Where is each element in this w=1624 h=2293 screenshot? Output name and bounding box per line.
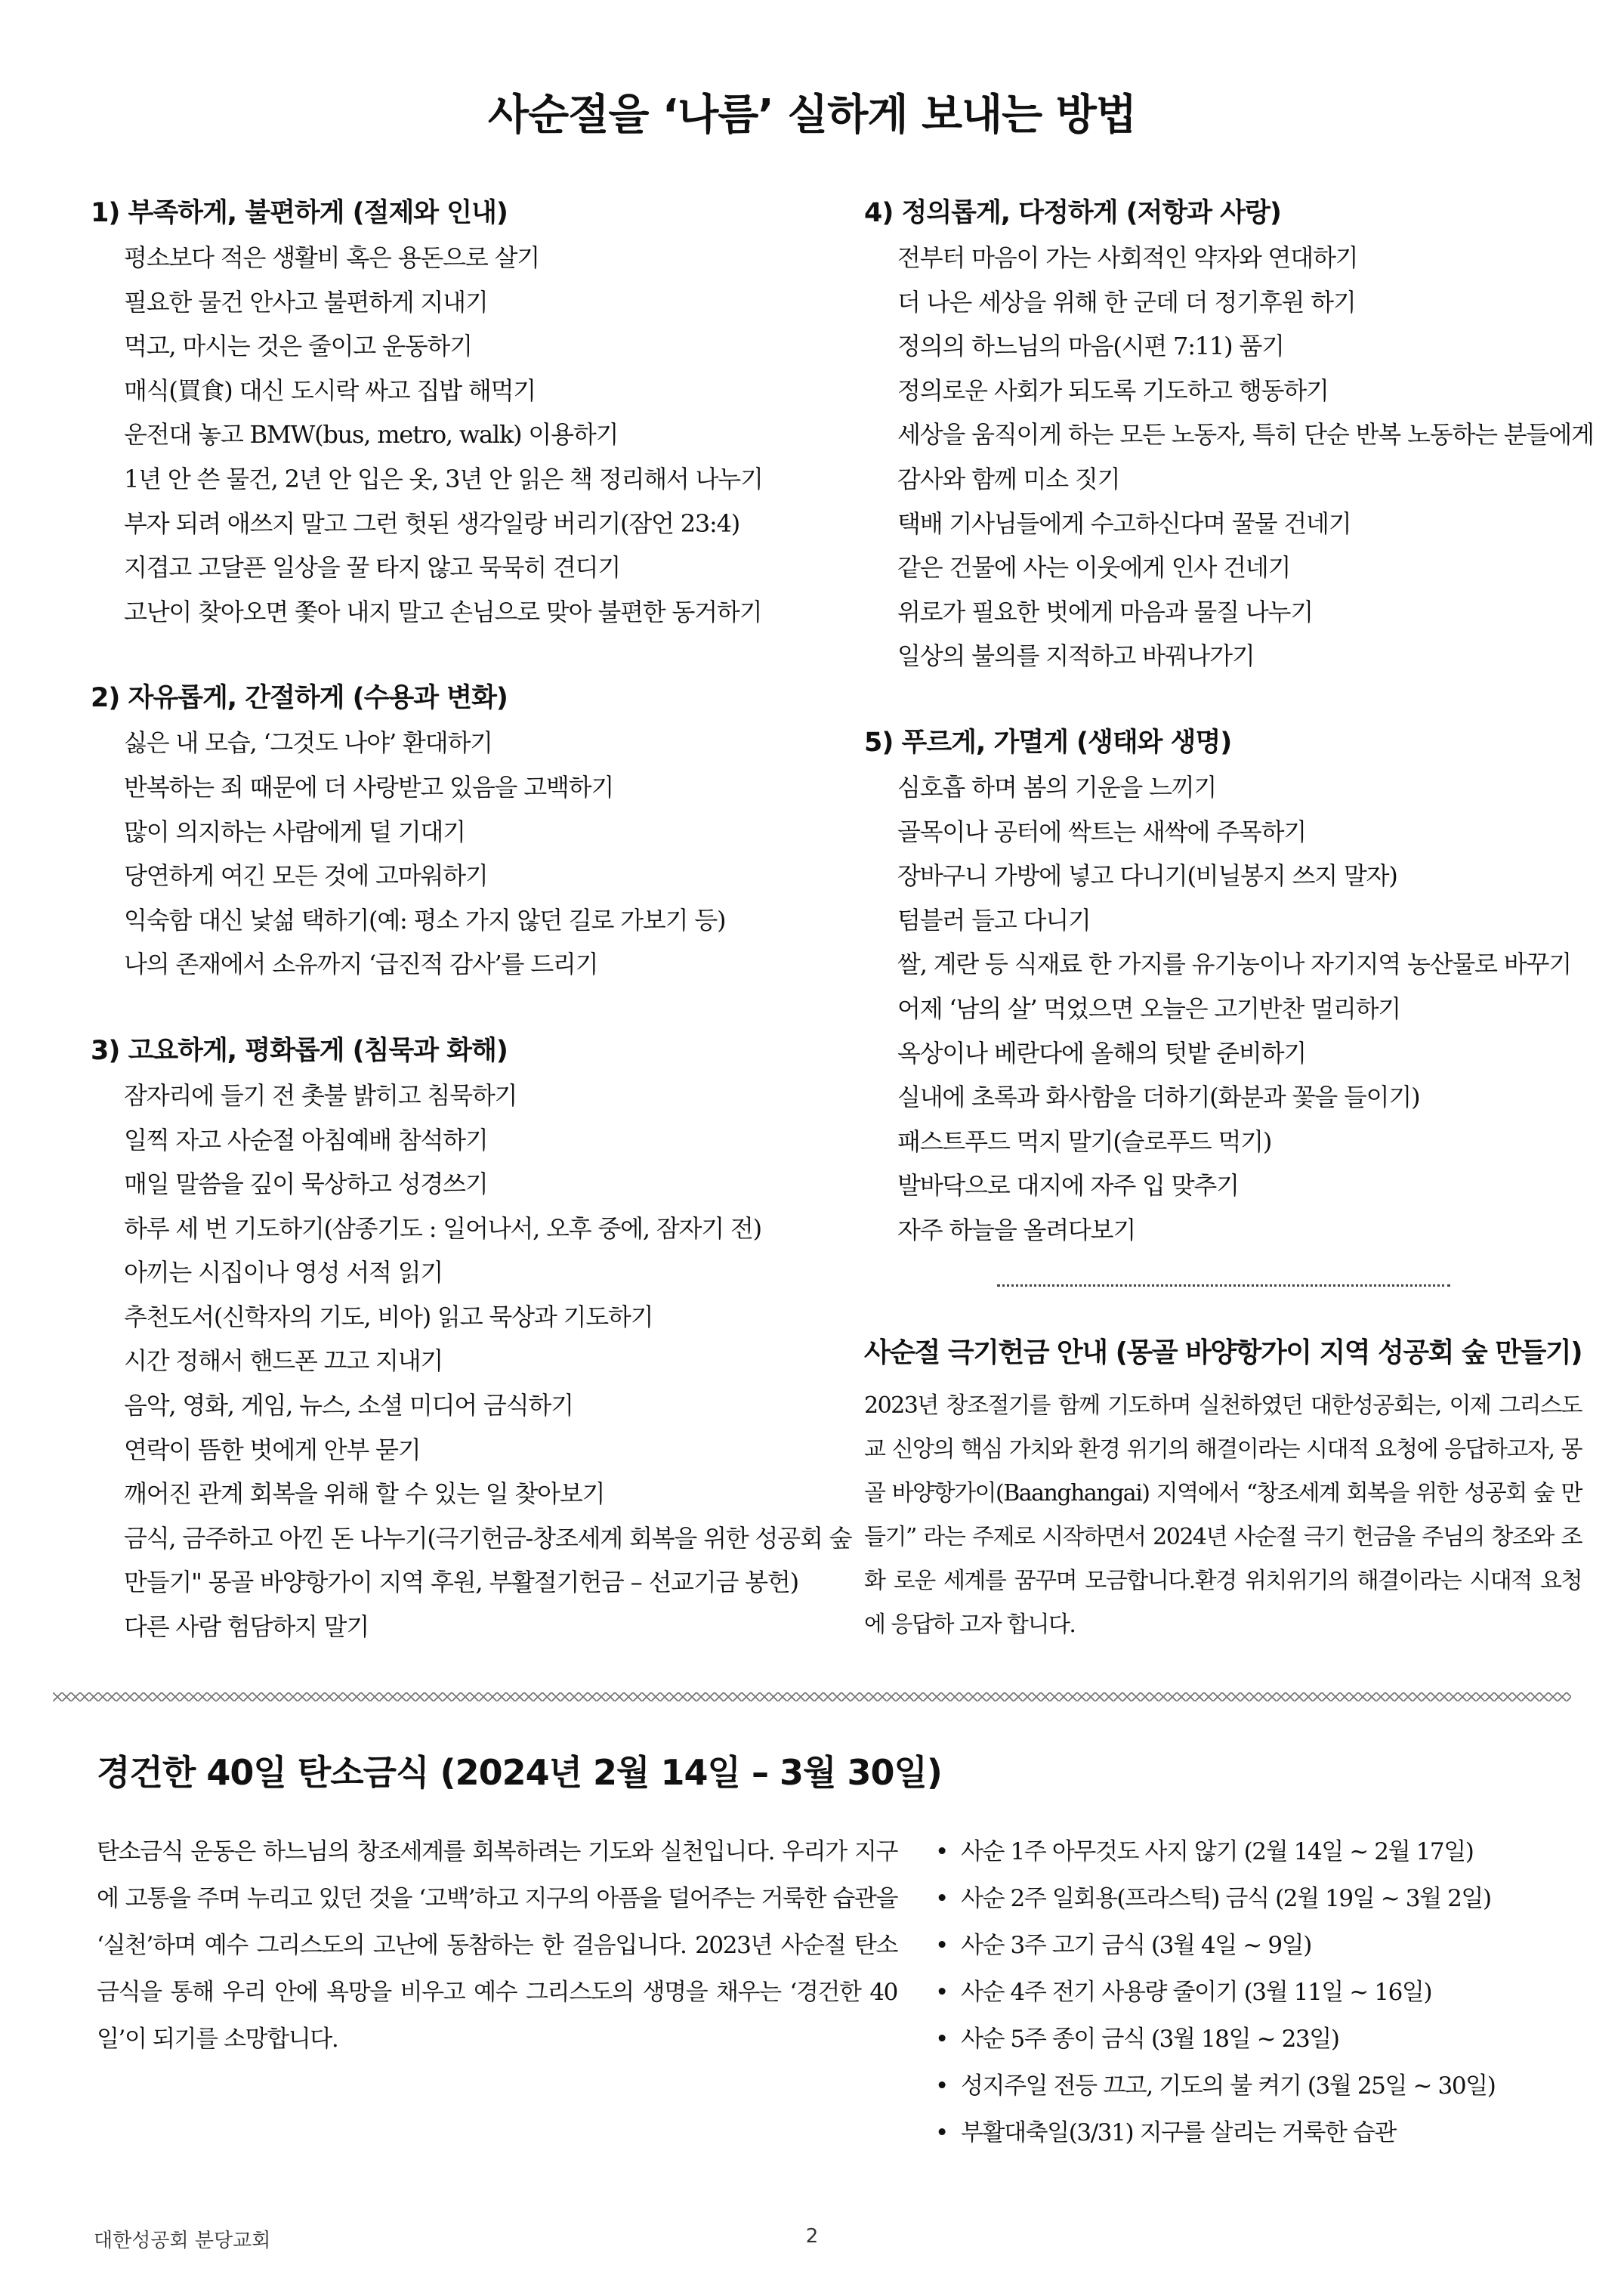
list-item: 부자 되려 애쓰지 말고 그런 헛된 생각일랑 버리기(잠언 23:4) — [124, 508, 740, 538]
right-column — [864, 190, 1594, 1293]
list-item: 심호흡 하며 봄의 기운을 느끼기 — [897, 772, 1217, 802]
bullet-icon: • — [935, 2026, 948, 2053]
week-label: 성지주일 전등 끄고, 기도의 불 켜기 (3월 25일 ~ 30일) — [961, 2072, 1496, 2100]
list-item: 고난이 찾아오면 쫓아 내지 말고 손님으로 맞아 불편한 동거하기 — [124, 597, 762, 626]
page-title: 사순절을 ‘나름’ 실하게 보내는 방법 — [488, 91, 1136, 140]
section-4 — [864, 190, 1594, 678]
list-item: 패스트푸드 먹지 말기(슬로푸드 먹기) — [897, 1126, 1272, 1156]
list-item — [935, 2016, 1585, 2063]
week-label: 사순 4주 전기 사용량 줄이기 (3월 11일 ~ 16일) — [961, 1979, 1432, 2006]
list-item — [935, 2063, 1585, 2109]
list-item: 하루 세 번 기도하기(삼종기도 : 일어나서, 오후 중에, 잠자기 전) — [124, 1213, 761, 1243]
list-item: 정의로운 사회가 되도록 기도하고 행동하기 — [897, 375, 1329, 405]
section-2 — [91, 675, 838, 987]
list-item: 택배 기사님들에게 수고하신다며 꿀물 건네기 — [897, 508, 1351, 538]
bullet-icon: • — [935, 1885, 948, 1912]
week-label: 사순 5주 종이 금식 (3월 18일 ~ 23일) — [961, 2026, 1339, 2053]
section-heading: 2) 자유롭게, 간절하게 (수용과 변화) — [91, 683, 508, 714]
section-heading: 1) 부족하게, 불편하게 (절제와 인내) — [91, 198, 508, 228]
week-label: 사순 2주 일회용(프라스틱) 금식 (2월 19일 ~ 3월 2일) — [961, 1885, 1491, 1912]
list-item: 발바닥으로 대지에 자주 입 맞추기 — [897, 1171, 1239, 1201]
dotted-divider — [997, 1284, 1450, 1287]
week-label: 사순 3주 고기 금식 (3월 4일 ~ 9일) — [961, 1932, 1311, 1959]
fund-title: 사순절 극기헌금 안내 (몽골 바양항가이 지역 성공회 숲 만들기) — [864, 1337, 1582, 1368]
list-item: 음악, 영화, 게임, 뉴스, 소셜 미디어 금식하기 — [124, 1391, 573, 1420]
list-item: 실내에 초록과 화사함을 더하기(화분과 꽃을 들이기) — [897, 1083, 1420, 1112]
bullet-icon: • — [935, 2119, 948, 2146]
list-item: 싫은 내 모습, ‘그것도 나야’ 환대하기 — [124, 728, 492, 758]
list-item: 추천도서(신학자의 기도, 비아) 읽고 묵상과 기도하기 — [124, 1302, 653, 1331]
list-item: 세상을 움직이게 하는 모든 노동자, 특히 단순 반복 노동하는 분들에게 — [897, 420, 1594, 450]
footer-org: 대한성공회 분당교회 — [94, 2230, 271, 2252]
list-item: 일상의 불의를 지적하고 바꿔나가기 — [897, 641, 1255, 671]
fasting-body: 탄소금식 운동은 하느님의 창조세계를 회복하려는 기도와 실천입니다. 우리가 지구에 고통을 주며 누리고 있던 것을 ‘고백’하고 지구의 아픔을 덜어주는 거룩한 습관을 ‘실천’하며 예수 그리스도의 고난에 동참하는 한 걸음입니다. 2023년 사순절 탄소 금식을 통해 우리 안에 욕망을 비우고 예수 그리스도의 생명을 채우는 ‘경건한 40일’이 되기를 소망합니다. — [97, 1838, 897, 2053]
week-label: 사순 1주 아무것도 사지 않기 (2월 14일 ~ 2월 17일) — [961, 1838, 1474, 1865]
left-column — [91, 190, 852, 1691]
list-item: 골목이나 공터에 싹트는 새싹에 주목하기 — [897, 817, 1306, 846]
list-item: 매식(買食) 대신 도시락 싸고 집밥 해먹기 — [124, 375, 536, 405]
list-item: 익숙함 대신 낯섦 택하기(예: 평소 가지 않던 길로 가보기 등) — [124, 905, 726, 935]
list-item: 일찍 자고 사순절 아침예배 참석하기 — [124, 1125, 488, 1154]
list-item: 감사와 함께 미소 짓기 — [897, 464, 1120, 493]
bullet-icon: • — [935, 1838, 948, 1865]
fasting-weeks-list — [935, 1828, 1585, 2156]
list-item — [935, 1875, 1585, 1922]
list-item: 텀블러 들고 다니기 — [897, 905, 1091, 935]
list-item: 어제 ‘남의 살’ 먹었으면 오늘은 고기반찬 멀리하기 — [897, 994, 1401, 1023]
list-item: 깨어진 관계 회복을 위해 할 수 있는 일 찾아보기 — [124, 1479, 605, 1509]
list-item: 잠자리에 들기 전 촛불 밝히고 침묵하기 — [124, 1080, 517, 1110]
wave-divider — [53, 1692, 1571, 1701]
list-item: 당연하게 여긴 모든 것에 고마워하기 — [124, 861, 488, 891]
section-heading: 3) 고요하게, 평화롭게 (침묵과 화해) — [91, 1035, 508, 1066]
list-item: 많이 의지하는 사람에게 덜 기대기 — [124, 817, 465, 846]
list-item: 옥상이나 베란다에 올해의 텃밭 준비하기 — [897, 1038, 1306, 1068]
list-item: 나의 존재에서 소유까지 ‘급진적 감사’를 드리기 — [124, 950, 598, 979]
list-item — [935, 2109, 1585, 2156]
list-item — [935, 1828, 1585, 1875]
list-item: 운전대 놓고 BMW(bus, metro, walk) 이용하기 — [124, 420, 619, 450]
list-item — [935, 1922, 1585, 1969]
list-item: 반복하는 죄 때문에 더 사랑받고 있음을 고백하기 — [124, 772, 614, 802]
bullet-icon: • — [935, 2072, 948, 2100]
section-1 — [91, 190, 838, 634]
bullet-icon: • — [935, 1932, 948, 1959]
list-item: 같은 건물에 사는 이웃에게 인사 건네기 — [897, 553, 1291, 583]
section-3 — [91, 1028, 852, 1649]
list-item: 장바구니 가방에 넣고 다니기(비닐봉지 쓰지 말자) — [897, 861, 1397, 891]
list-item: 정의의 하느님의 마음(시편 7:11) 품기 — [897, 332, 1284, 361]
list-item: 지겹고 고달픈 일상을 꿀 타지 않고 묵묵히 견디기 — [124, 553, 621, 583]
week-label: 부활대축일(3/31) 지구를 살리는 거룩한 습관 — [961, 2119, 1396, 2146]
list-item: 아끼는 시집이나 영성 서적 읽기 — [124, 1258, 443, 1287]
list-item: 전부터 마음이 가는 사회적인 약자와 연대하기 — [897, 243, 1358, 272]
section-heading: 5) 푸르게, 가멸게 (생태와 생명) — [864, 727, 1232, 758]
list-item: 금식, 금주하고 아낀 돈 나누기(극기헌금-창조세계 회복을 위한 성공회 숲 — [124, 1523, 852, 1553]
list-item: 시간 정해서 핸드폰 끄고 지내기 — [124, 1346, 443, 1376]
section-5 — [864, 720, 1589, 1253]
list-item: 더 나은 세상을 위해 한 군데 더 정기후원 하기 — [897, 287, 1356, 317]
fund-body: 2023년 창조절기를 함께 기도하며 실천하였던 대한성공회는, 이제 그리스도교 신앙의 핵심 가치와 환경 위기의 해결이라는 시대적 요청에 응답하고자, 몽골 바양항가이(Baanghangai) 지역에서 “창조세계 회복을 위한 성공회 숲 만들기” 라는 주제로 시작하면서 2024년 사순절 극기 헌금을 주님의 창조와 조화 로운 세계를 꿈꾸며 모금합니다.환경 위치위기의 해결이라는 시대적 요청에 응답하 고자 합니다. — [864, 1392, 1582, 1638]
list-item: 매일 말씀을 깊이 묵상하고 성경쓰기 — [124, 1170, 488, 1199]
list-item — [935, 1969, 1585, 2016]
list-item: 먹고, 마시는 것은 줄이고 운동하기 — [124, 332, 472, 361]
list-item: 자주 하늘을 올려다보기 — [897, 1215, 1136, 1244]
list-item: 필요한 물건 안사고 불편하게 지내기 — [124, 287, 488, 317]
page-number: 2 — [805, 2225, 819, 2248]
list-item: 1년 안 쓴 물건, 2년 안 입은 옷, 3년 안 읽은 책 정리해서 나누기 — [124, 464, 763, 493]
list-item: 평소보다 적은 생활비 혹은 용돈으로 살기 — [124, 243, 539, 272]
list-item: 다른 사람 험담하지 말기 — [124, 1612, 369, 1642]
section-heading: 4) 정의롭게, 다정하게 (저항과 사랑) — [864, 198, 1281, 228]
list-item: 위로가 필요한 벗에게 마음과 물질 나누기 — [897, 597, 1313, 626]
bullet-icon: • — [935, 1979, 948, 2006]
list-item: 연락이 뜸한 벗에게 안부 묻기 — [124, 1435, 421, 1464]
fasting-title: 경건한 40일 탄소금식 (2024년 2월 14일 – 3월 30일) — [97, 1752, 942, 1793]
list-item: 만들기" 몽골 바양항가이 지역 후원, 부활절기헌금 – 선교기금 봉헌) — [124, 1568, 798, 1597]
list-item: 쌀, 계란 등 식재료 한 가지를 유기농이나 자기지역 농산물로 바꾸기 — [897, 950, 1571, 979]
